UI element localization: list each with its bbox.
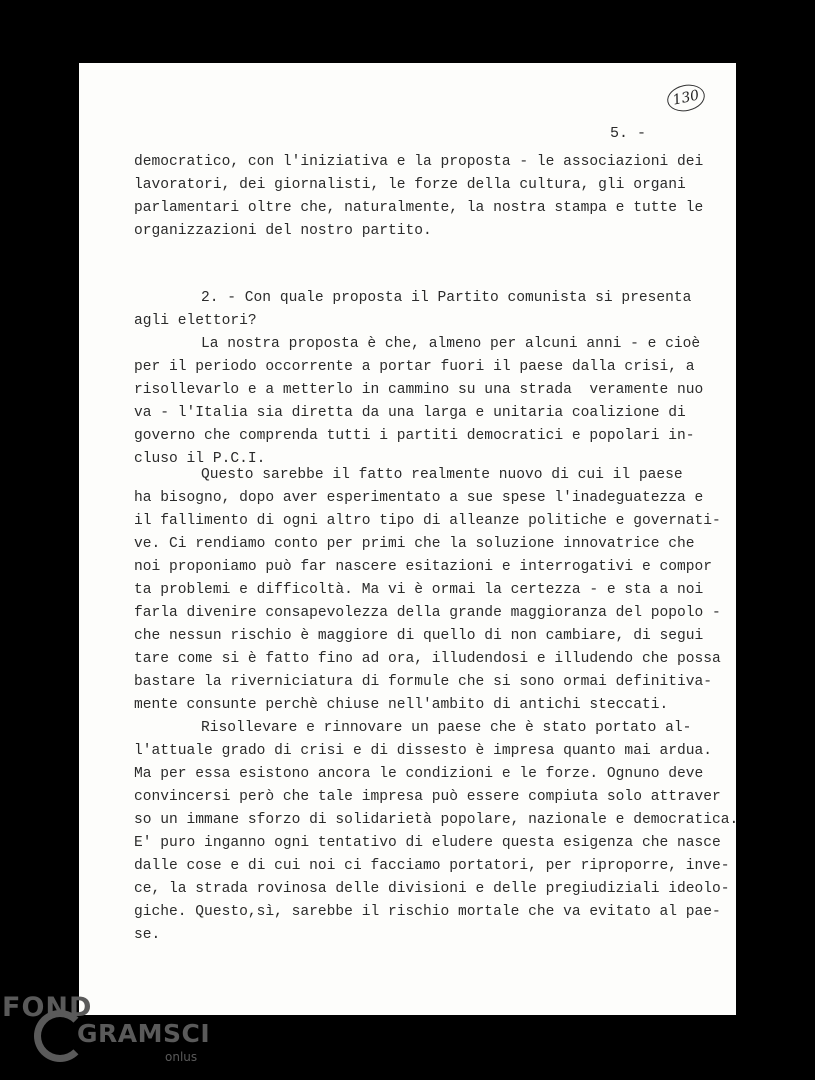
text-line: governo che comprenda tutti i partiti democratici e popolari in- — [134, 428, 695, 444]
watermark-fond: FOND — [2, 992, 93, 1023]
text-line: La nostra proposta è che, almeno per alcuni anni - e cioè — [201, 336, 701, 352]
text-line: noi proponiamo può far nascere esitazioni e interrogativi e compor — [134, 559, 713, 575]
text-line: so un immane sforzo di solidarietà popolare, nazionale e democratica. — [134, 812, 739, 828]
text-line: organizzazioni del nostro partito. — [134, 223, 432, 239]
text-line: farla divenire consapevolezza della grande maggioranza del popolo - — [134, 605, 721, 621]
text-line: convincersi però che tale impresa può essere compiuta solo attraver — [134, 789, 721, 805]
text-line: Questo sarebbe il fatto realmente nuovo di cui il paese — [201, 467, 683, 483]
text-line: Risollevare e rinnovare un paese che è stato portato al- — [201, 720, 692, 736]
text-line: agli elettori? — [134, 313, 257, 329]
text-line: parlamentari oltre che, naturalmente, la nostra stampa e tutte le — [134, 200, 704, 216]
text-line: tare come si è fatto fino ad ora, illudendosi e illudendo che possa — [134, 651, 721, 667]
text-line: va - l'Italia sia diretta da una larga e unitaria coalizione di — [134, 405, 686, 421]
text-line: ve. Ci rendiamo conto per primi che la soluzione innovatrice che — [134, 536, 695, 552]
archive-stamp: 130 — [665, 81, 708, 114]
text-line: dalle cose e di cui noi ci facciamo portatori, per riproporre, inve- — [134, 858, 730, 874]
text-line: risollevarlo e a metterlo in cammino su una strada veramente nuo — [134, 382, 704, 398]
watermark-gramsci: GRAMSCI — [77, 1019, 211, 1048]
document-page — [79, 63, 739, 1015]
text-line: Ma per essa esistono ancora le condizioni e le forze. Ognuno deve — [134, 766, 704, 782]
text-line: l'attuale grado di crisi e di dissesto è impresa quanto mai ardua. — [134, 743, 713, 759]
section-heading: 2. - Con quale proposta il Partito comunista si presenta — [201, 290, 692, 306]
watermark-onlus: onlus — [165, 1050, 198, 1064]
text-line: democratico, con l'iniziativa e la proposta - le associazioni dei — [134, 154, 704, 170]
text-line: bastare la riverniciatura di formule che si sono ormai definitiva- — [134, 674, 713, 690]
text-line: ce, la strada rovinosa delle divisioni e delle pregiudiziali ideolo- — [134, 881, 730, 897]
text-line: cluso il P.C.I. — [134, 451, 266, 467]
text-line: giche. Questo,sì, sarebbe il rischio mortale che va evitato al pae- — [134, 904, 721, 920]
page-number: 5. - — [610, 125, 647, 142]
text-line: E' puro inganno ogni tentativo di eludere questa esigenza che nasce — [134, 835, 721, 851]
text-line: mente consunte perchè chiuse nell'ambito di antichi steccati. — [134, 697, 669, 713]
foundation-watermark — [0, 990, 240, 1080]
text-line: lavoratori, dei giornalisti, le forze della cultura, gli organi — [134, 177, 686, 193]
text-line: ha bisogno, dopo aver esperimentato a sue spese l'inadeguatezza e — [134, 490, 704, 506]
text-line: se. — [134, 927, 161, 943]
text-line: il fallimento di ogni altro tipo di alleanze politiche e governati- — [134, 513, 721, 529]
text-line: ta problemi e difficoltà. Ma vi è ormai la certezza - e sta a noi — [134, 582, 704, 598]
text-line: che nessun rischio è maggiore di quello di non cambiare, di segui — [134, 628, 704, 644]
text-line: per il periodo occorrente a portar fuori il paese dalla crisi, a — [134, 359, 695, 375]
